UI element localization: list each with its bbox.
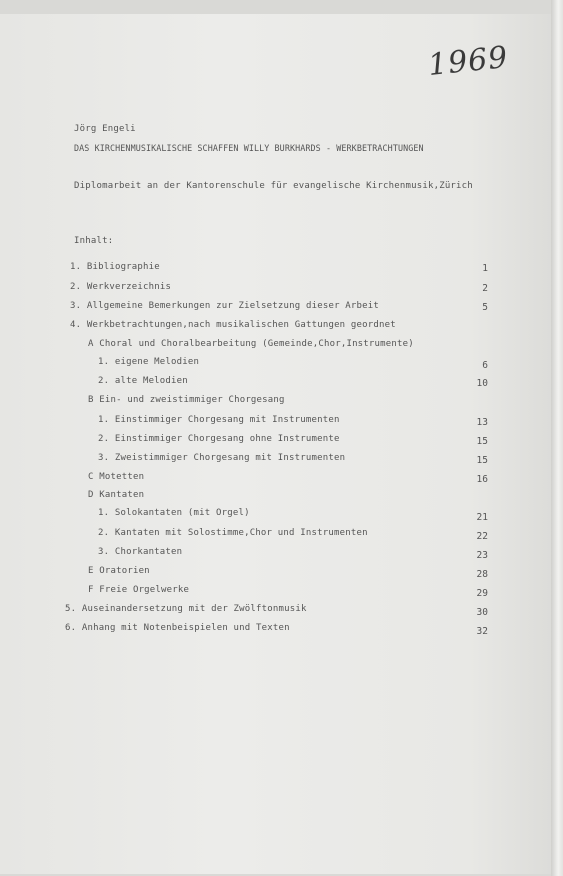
document-title: DAS KIRCHENMUSIKALISCHE SCHAFFEN WILLY BURKHARDS - WERKBETRACHTUNGEN — [74, 143, 424, 153]
toc-entry-label: 1. eigene Melodien — [98, 357, 200, 367]
toc-entry-label: 1. Einstimmiger Chorgesang mit Instrumenten — [98, 415, 340, 425]
toc-entry-label: C Motetten — [88, 472, 145, 482]
toc-entry-label: D Kantaten — [88, 490, 145, 500]
toc-entry-label: B Ein- und zweistimmiger Chorgesang — [88, 395, 285, 405]
toc-entry-page: 6 — [482, 360, 488, 371]
toc-entry-label: 1. Bibliographie — [70, 262, 160, 272]
handwritten-year: 1969 — [426, 39, 510, 84]
contents-heading: Inhalt: — [74, 236, 114, 246]
toc-entry-page: 5 — [482, 302, 488, 313]
toc-entry-page: 1 — [482, 263, 488, 274]
toc-entry-page: 15 — [476, 436, 488, 447]
toc-entry-label: 5. Auseinandersetzung mit der Zwölftonmusik — [65, 604, 307, 614]
toc-entry-page: 2 — [482, 283, 488, 294]
toc-entry-page: 10 — [476, 378, 488, 389]
toc-entry-page: 29 — [476, 588, 488, 599]
toc-entry-label: 2. Kantaten mit Solostimme,Chor und Instrumenten — [98, 528, 368, 538]
page-edge — [551, 0, 563, 876]
toc-entry-page: 22 — [476, 531, 488, 542]
toc-entry-label: F Freie Orgelwerke — [88, 585, 190, 595]
toc-entry-page: 32 — [476, 626, 488, 637]
toc-entry-label: 3. Chorkantaten — [98, 547, 183, 557]
toc-entry-page: 30 — [476, 607, 488, 618]
toc-entry-page: 13 — [476, 417, 488, 428]
toc-entry-label: 1. Solokantaten (mit Orgel) — [98, 508, 250, 518]
toc-entry-label: 2. Werkverzeichnis — [70, 282, 172, 292]
toc-entry-label: 3. Zweistimmiger Chorgesang mit Instrumenten — [98, 453, 346, 463]
toc-entry-label: 4. Werkbetrachtungen,nach musikalischen Gattungen geordnet — [70, 320, 396, 330]
toc-entry-label: E Oratorien — [88, 566, 150, 576]
toc-entry-page: 28 — [476, 569, 488, 580]
toc-entry-label: 2. Einstimmiger Chorgesang ohne Instrumente — [98, 434, 340, 444]
toc-entry-label: A Choral und Choralbearbeitung (Gemeinde,Chor,Instrumente) — [88, 339, 414, 349]
toc-entry-label: 2. alte Melodien — [98, 376, 188, 386]
document-subtitle: Diplomarbeit an der Kantorenschule für evangelische Kirchenmusik,Zürich — [74, 181, 473, 191]
toc-entry-label: 6. Anhang mit Notenbeispielen und Texten — [65, 623, 290, 633]
toc-entry-page: 23 — [476, 550, 488, 561]
toc-entry-page: 16 — [476, 474, 488, 485]
toc-entry-label: 3. Allgemeine Bemerkungen zur Zielsetzung dieser Arbeit — [70, 301, 380, 311]
toc-entry-page: 21 — [476, 512, 488, 523]
toc-entry-page: 15 — [476, 455, 488, 466]
author-name: Jörg Engeli — [74, 124, 136, 134]
